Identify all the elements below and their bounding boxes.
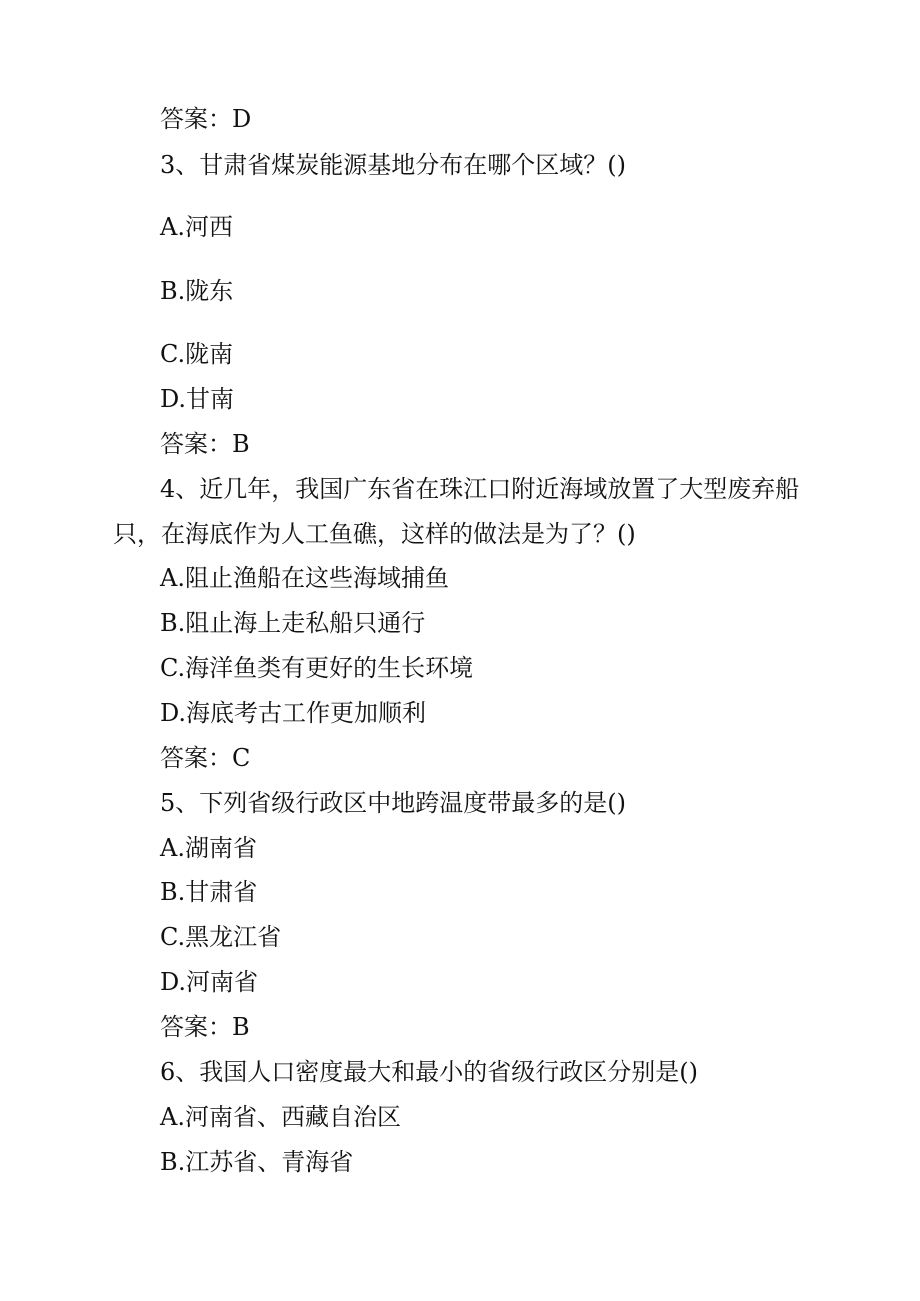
option-line: A.河南省、西藏自治区 bbox=[160, 1103, 401, 1131]
option-line: B.甘肃省 bbox=[160, 878, 258, 906]
question-5: 5、下列省级行政区中地跨温度带最多的是() bbox=[160, 789, 626, 817]
answer-line: 答案：C bbox=[160, 744, 251, 772]
question-6: 6、我国人口密度最大和最小的省级行政区分别是() bbox=[160, 1058, 698, 1086]
question-4: 4、近几年，我国广东省在珠江口附近海域放置了大型废弃船 bbox=[160, 475, 800, 503]
question-4-continued: 只，在海底作为人工鱼礁，这样的做法是为了？() bbox=[113, 520, 636, 548]
option-line: D.海底考古工作更加顺利 bbox=[160, 699, 427, 727]
option-line: B.阻止海上走私船只通行 bbox=[160, 609, 426, 637]
answer-line: 答案：B bbox=[160, 430, 250, 458]
answer-line: 答案：D bbox=[160, 105, 252, 133]
option-line: D.甘南 bbox=[160, 385, 235, 413]
option-line: C.海洋鱼类有更好的生长环境 bbox=[160, 654, 474, 682]
answer-line: 答案：B bbox=[160, 1013, 250, 1041]
option-line: B.江苏省、青海省 bbox=[160, 1148, 354, 1176]
option-line: C.黑龙江省 bbox=[160, 923, 282, 951]
option-line: A.湖南省 bbox=[160, 834, 257, 862]
option-line: D.河南省 bbox=[160, 968, 259, 996]
option-line: A.河西 bbox=[160, 213, 233, 241]
option-line: A.阻止渔船在这些海域捕鱼 bbox=[160, 564, 449, 592]
question-3: 3、甘肃省煤炭能源基地分布在哪个区域？() bbox=[160, 151, 626, 179]
option-line: C.陇南 bbox=[160, 340, 234, 368]
option-line: B.陇东 bbox=[160, 277, 234, 305]
